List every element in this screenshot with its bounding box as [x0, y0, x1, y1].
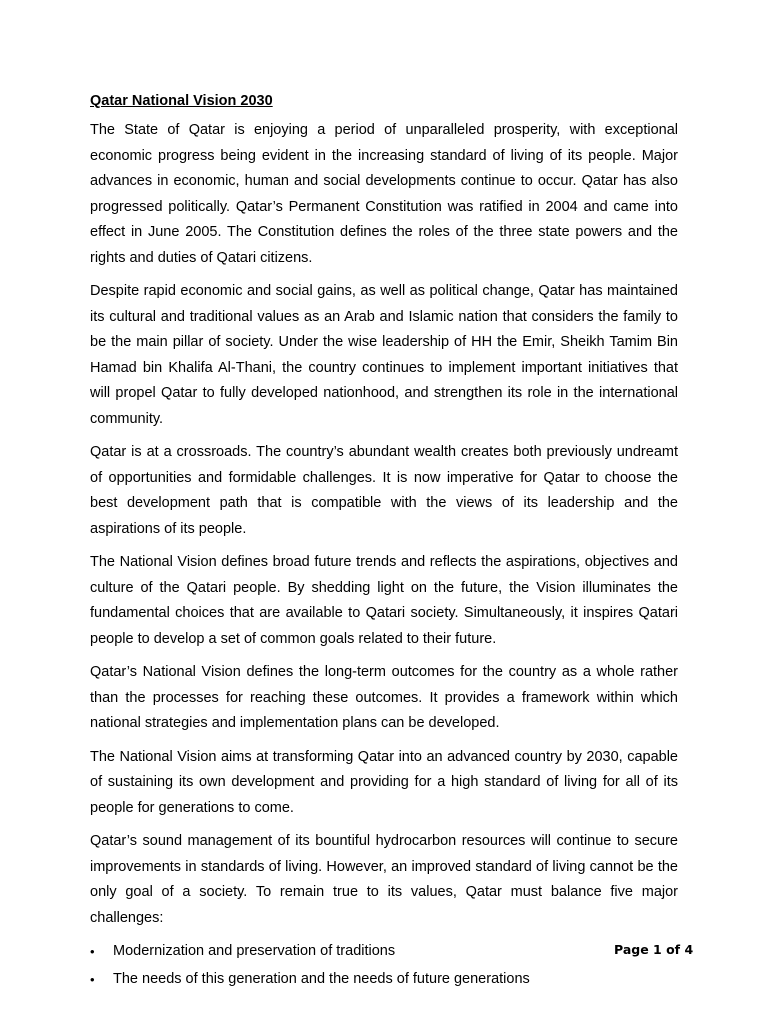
list-item-text: The needs of this generation and the needs of future generations	[113, 970, 530, 987]
page-number: Page 1 of 4	[614, 942, 694, 957]
paragraph: The National Vision defines broad future trends and reflects the aspirations, objectives and culture of the Qatari people. By shedding light on the future, the Vision illuminates the fundamental choices that are available to Qatari society. Simultaneously, it inspires Qatari people to develop a set of common goals related to their future.	[90, 554, 678, 647]
bullet-list	[90, 939, 678, 992]
bullet-icon: •	[90, 971, 95, 987]
list-item	[90, 939, 678, 965]
paragraph: Qatar is at a crossroads. The country’s abundant wealth creates both previously undreamt of opportunities and formidable challenges. It is now imperative for Qatar to choose the best development path that is compatible with the views of its leadership and the aspirations of its people.	[90, 444, 678, 537]
list-item-text: Modernization and preservation of traditions	[113, 943, 396, 959]
paragraph: Despite rapid economic and social gains, as well as political change, Qatar has maintained its cultural and traditional values as an Arab and Islamic nation that considers the family to be the main pillar of society. Under the wise leadership of HH the Emir, Sheikh Tamim Bin Hamad bin Khalifa Al-Thani, the country continues to implement important initiatives that will propel Qatar to fully developed nationhood, and strengthen its role in the international community.	[90, 283, 678, 427]
paragraph: Qatar’s sound management of its bountiful hydrocarbon resources will continue to secure improvements in standards of living. However, an improved standard of living cannot be the only goal of a society. To remain true to its values, Qatar must balance five major challenges:	[90, 833, 678, 926]
list-item	[90, 967, 678, 993]
paragraph: Qatar’s National Vision defines the long-term outcomes for the country as a whole rather than the processes for reaching these outcomes. It provides a framework within which national strategies and implementation plans can be developed.	[90, 664, 678, 731]
paragraph: The National Vision aims at transforming Qatar into an advanced country by 2030, capable of sustaining its own development and providing for a high standard of living for all of its people for generations to come.	[90, 748, 678, 816]
document-body	[90, 90, 678, 994]
document-title: Qatar National Vision 2030	[90, 93, 273, 109]
paragraph: The State of Qatar is enjoying a period of unparalleled prosperity, with exceptional economic progress being evident in the increasing standard of living of its people. Major advances in economic, human and social developments continue to occur. Qatar has also progressed politically. Qatar’s Permanent Constitution was ratified in 2004 and came into effect in June 2005. The Constitution defines the roles of the three state powers and the rights and duties of Qatari citizens.	[90, 122, 678, 266]
bullet-icon: •	[90, 944, 95, 959]
